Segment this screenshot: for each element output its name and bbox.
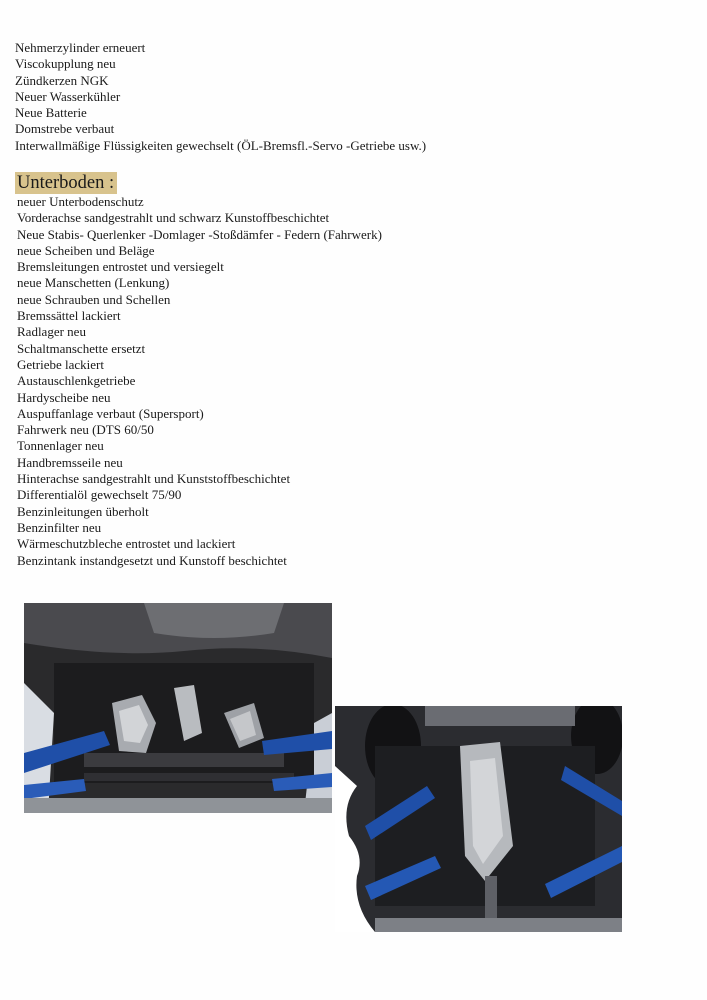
underbody-list-item: Neue Stabis- Querlenker -Domlager -Stoßdämfer - Federn (Fahrwerk) — [17, 226, 382, 242]
underbody-work-list — [17, 194, 382, 569]
underbody-list-item: Auspuffanlage verbaut (Supersport) — [17, 405, 204, 421]
underbody-list-item: Differentialöl gewechselt 75/90 — [17, 487, 182, 503]
underbody-list-item: neue Scheiben und Beläge — [17, 242, 155, 258]
section-heading-unterboden: Unterboden : — [15, 172, 117, 194]
underbody-list-item: Vorderachse sandgestrahlt und schwarz Kunstoffbeschichtet — [17, 210, 330, 226]
maintenance-list-item: Domstrebe verbaut — [15, 121, 115, 137]
underbody-list-item: neue Manschetten (Lenkung) — [17, 275, 170, 291]
underbody-photo-front — [24, 603, 332, 813]
maintenance-list-item: Zündkerzen NGK — [15, 72, 109, 88]
maintenance-list — [15, 40, 426, 154]
underbody-list-item: Handbremsseile neu — [17, 454, 123, 470]
underbody-list-item: neuer Unterbodenschutz — [17, 194, 144, 209]
maintenance-list-item: Viscokupplung neu — [15, 56, 116, 72]
underbody-list-item: Wärmeschutzbleche entrostet und lackiert — [17, 536, 236, 552]
underbody-list-item: Radlager neu — [17, 324, 86, 340]
underbody-list-item: Tonnenlager neu — [17, 438, 104, 454]
maintenance-list-item: Neue Batterie — [15, 105, 87, 121]
maintenance-list-item: Neuer Wasserkühler — [15, 88, 121, 104]
underbody-list-item: Bremssättel lackiert — [17, 308, 121, 324]
underbody-list-item: Benzintank instandgesetzt und Kunstoff beschichtet — [17, 552, 287, 568]
underbody-list-item: Hardyscheibe neu — [17, 389, 111, 405]
underbody-list-item: Austauschlenkgetriebe — [17, 373, 136, 389]
underbody-list-item: neue Schrauben und Schellen — [17, 291, 171, 307]
underbody-list-item: Fahrwerk neu (DTS 60/50 — [17, 422, 154, 438]
underbody-list-item: Schaltmanschette ersetzt — [17, 340, 146, 356]
underbody-list-item: Hinterachse sandgestrahlt und Kunststoffbeschichtet — [17, 471, 291, 487]
underbody-list-item: Bremsleitungen entrostet und versiegelt — [17, 259, 224, 275]
underbody-photo-rear — [335, 706, 622, 932]
underbody-list-item: Benzinfilter neu — [17, 519, 102, 535]
underbody-list-item: Benzinleitungen überholt — [17, 503, 149, 519]
maintenance-list-item: Nehmerzylinder erneuert — [15, 40, 146, 55]
maintenance-list-item: Interwallmäßige Flüssigkeiten gewechselt (ÖL-Bremsfl.-Servo -Getriebe usw.) — [15, 137, 427, 153]
underbody-list-item: Getriebe lackiert — [17, 356, 104, 372]
